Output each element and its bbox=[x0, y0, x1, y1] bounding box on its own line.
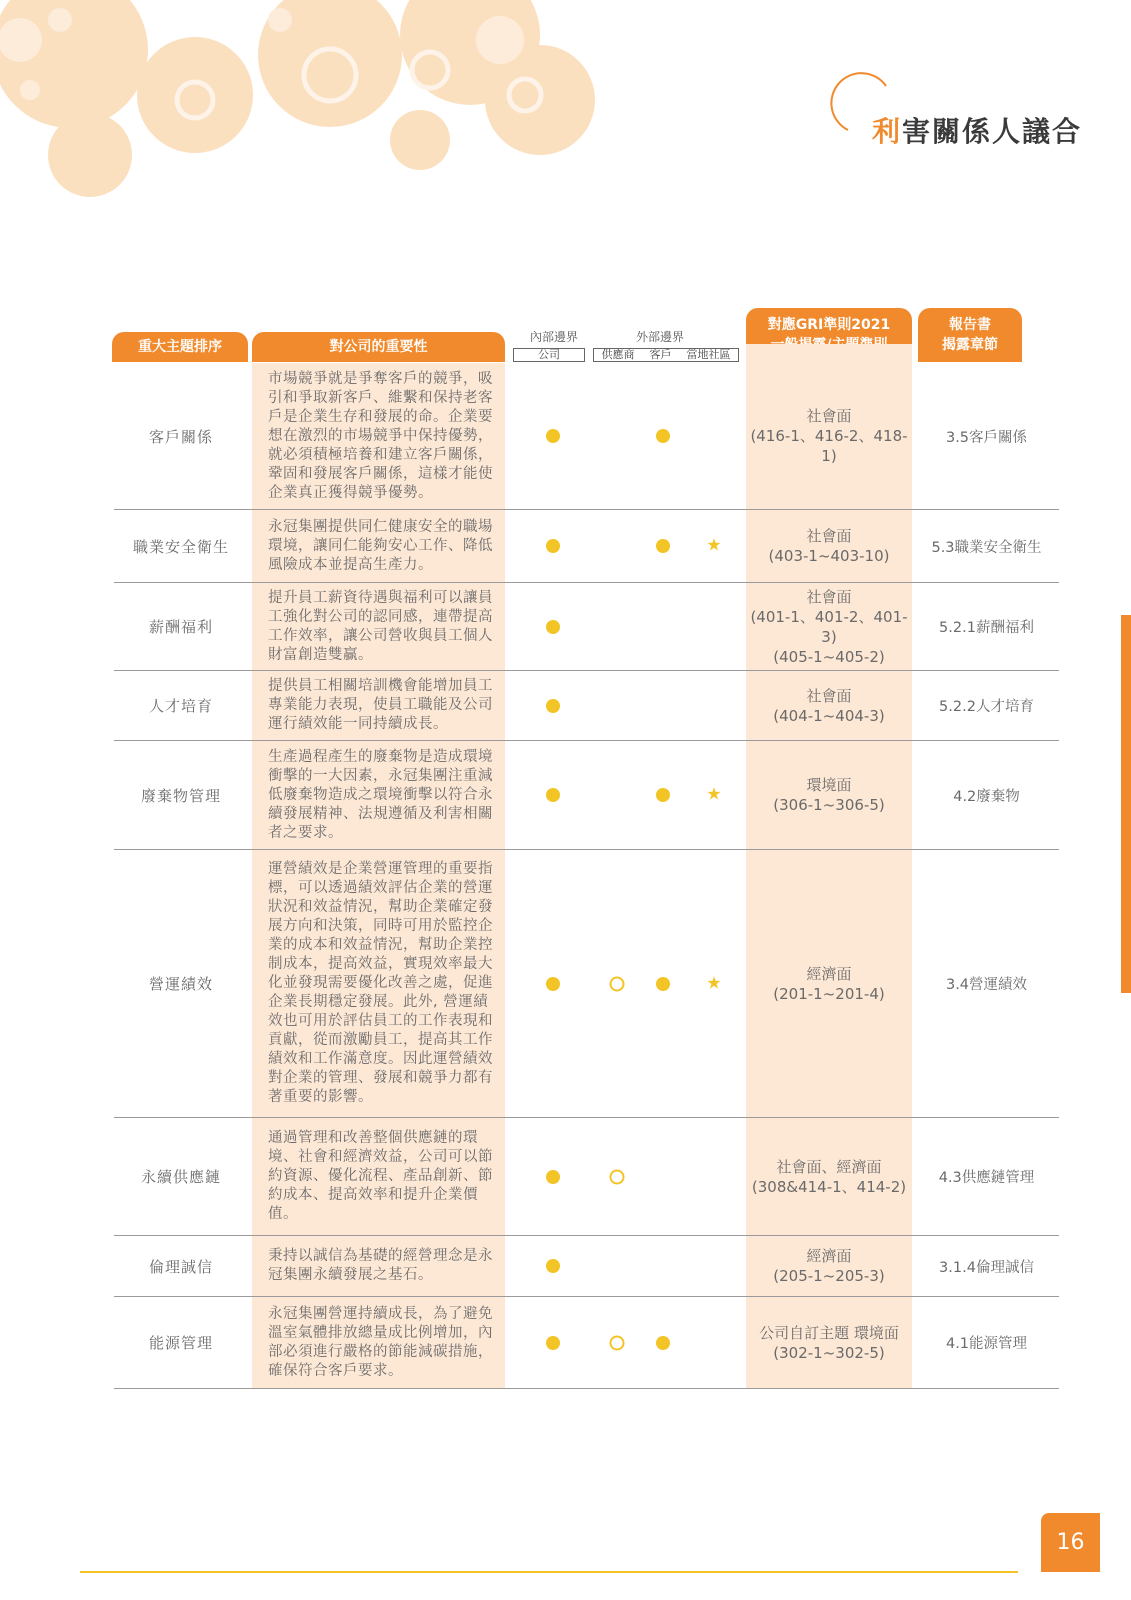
row-importance-text: 秉持以誠信為基礎的經營理念是永冠集團永續發展之基石。 bbox=[268, 1248, 493, 1283]
header-chapter bbox=[918, 308, 1022, 362]
header-gri-line1: 對應GRI準則2021 bbox=[767, 317, 891, 333]
row-gri-line1: 環境面 bbox=[806, 776, 852, 794]
row-gri-line1: 社會面、經濟面 bbox=[776, 1157, 882, 1176]
row-gri bbox=[746, 1297, 912, 1388]
row-importance-text: 提升員工薪資待遇與福利可以讓員工強化對公司的認同感，連帶提高工作效率，讓公司營收與員工個人財富創造雙贏。 bbox=[268, 589, 493, 663]
row-topic: 職業安全衛生 bbox=[132, 537, 229, 556]
row-gri-line1: 經濟面 bbox=[806, 1247, 852, 1265]
customer-filled-circle-marker bbox=[656, 1336, 670, 1350]
company-filled-circle-marker bbox=[546, 1336, 560, 1350]
internal-boundary-box bbox=[513, 348, 585, 362]
row-topic: 倫理誠信 bbox=[148, 1257, 213, 1276]
company-filled-circle-marker bbox=[546, 788, 560, 802]
row-gri-line1: 社會面 bbox=[806, 407, 852, 425]
table-row bbox=[114, 1236, 1059, 1297]
company-filled-circle-marker bbox=[546, 429, 560, 443]
row-chapter: 5.2.2人才培育 bbox=[939, 699, 1034, 715]
row-topic: 客戶關係 bbox=[148, 427, 213, 446]
table-row bbox=[114, 363, 1059, 510]
row-topic: 薪酬福利 bbox=[148, 618, 213, 636]
col-company: 公司 bbox=[538, 348, 560, 361]
row-gri-line2: (308&414-1、414-2) bbox=[751, 1177, 907, 1196]
row-chapter: 4.3供應鏈管理 bbox=[938, 1170, 1035, 1186]
header-chapter-line1: 報告書 bbox=[949, 317, 991, 333]
row-chapter: 3.4營運績效 bbox=[945, 977, 1028, 993]
community-star-marker: ★ bbox=[706, 784, 722, 805]
row-importance bbox=[268, 850, 502, 1117]
row-importance-text: 通過管理和改善整個供應鏈的環境、社會和經濟效益，公司可以節約資源、優化流程、產品創新、節約成本、提高效率和提升企業價值。 bbox=[268, 1130, 493, 1222]
company-filled-circle-marker bbox=[546, 977, 560, 991]
col-customer: 客戶 bbox=[649, 348, 672, 361]
row-gri bbox=[746, 363, 912, 509]
row-gri bbox=[746, 510, 912, 582]
table-row bbox=[114, 741, 1059, 850]
row-gri bbox=[746, 583, 912, 670]
row-topic: 營運績效 bbox=[148, 975, 213, 993]
row-gri-line3: (405-1~405-2) bbox=[773, 647, 885, 666]
col-community: 當地社區 bbox=[686, 348, 731, 361]
row-importance-text: 提供員工相關培訓機會能增加員工專業能力表現，使員工職能及公司運行績效能一同持續成長。 bbox=[268, 678, 493, 732]
table-row bbox=[114, 583, 1059, 671]
customer-filled-circle-marker bbox=[656, 977, 670, 991]
internal-boundary-label: 內部邊界 bbox=[529, 330, 578, 344]
row-topic: 永續供應鏈 bbox=[140, 1168, 221, 1186]
row-importance-text: 永冠集團提供同仁健康安全的職場環境，讓同仁能夠安心工作、降低風險成本並提高生產力。 bbox=[268, 518, 493, 573]
table-row bbox=[114, 1297, 1059, 1389]
row-importance-text: 生產過程產生的廢棄物是造成環境衝擊的一大因素，永冠集團注重減低廢棄物造成之環境衝擊以符合永續發展精神、法規遵循及利害相關者之要求。 bbox=[268, 748, 493, 841]
row-chapter: 5.2.1薪酬福利 bbox=[939, 620, 1034, 636]
customer-filled-circle-marker bbox=[656, 429, 670, 443]
footer-line bbox=[80, 1571, 1018, 1573]
page-number: 16 bbox=[1041, 1513, 1100, 1572]
row-gri-line1: 公司自訂主題 環境面 bbox=[759, 1323, 899, 1342]
external-boundary-label: 外部邊界 bbox=[635, 330, 684, 344]
row-gri-line2: (302-1~302-5) bbox=[773, 1343, 885, 1362]
header-topic: 重大主題排序 bbox=[112, 332, 248, 362]
row-gri bbox=[746, 850, 912, 1117]
row-gri-line1: 社會面 bbox=[806, 527, 852, 545]
row-importance bbox=[268, 741, 502, 849]
company-filled-circle-marker bbox=[546, 699, 560, 713]
customer-filled-circle-marker bbox=[656, 788, 670, 802]
external-boundary-box bbox=[593, 348, 739, 362]
row-gri-line2: (416-1、416-2、418-1) bbox=[750, 427, 908, 465]
row-gri bbox=[746, 1118, 912, 1235]
company-filled-circle-marker bbox=[546, 1259, 560, 1273]
row-gri-line2: (404-1~404-3) bbox=[773, 706, 885, 725]
row-gri bbox=[746, 1236, 912, 1296]
supplier-hollow-circle-marker bbox=[610, 976, 625, 991]
row-importance bbox=[268, 1236, 502, 1296]
row-chapter: 3.1.4倫理誠信 bbox=[939, 1259, 1034, 1276]
row-gri-line2: (201-1~201-4) bbox=[773, 984, 885, 1003]
gears-decoration bbox=[0, 0, 640, 200]
header-chapter-line2: 揭露章節 bbox=[942, 337, 998, 353]
row-importance bbox=[268, 510, 502, 582]
row-topic: 能源管理 bbox=[148, 1334, 213, 1352]
row-gri-line1: 社會面 bbox=[806, 587, 852, 606]
company-filled-circle-marker bbox=[546, 539, 560, 553]
row-gri-line2: (403-1~403-10) bbox=[768, 547, 890, 565]
table-row bbox=[114, 1118, 1059, 1236]
table-row bbox=[114, 671, 1059, 741]
row-importance-text: 運營績效是企業營運管理的重要指標，可以透過績效評估企業的營運狀況和效益情況，幫助企業確定發展方向和決策，同時可用於監控企業的成本和效益情況，幫助企業控制成本，提高效益，實現效率最大化並發現需要優化改善之處，促進企業長期穩定發展。此外, 營運績效也可用於評估員工的工作表現和貢獻，從而激勵員工，提高其工作績效和工作滿意度。因此運營績效對企業的管理、發展和競爭力都有著重要的影響。 bbox=[268, 861, 493, 1105]
row-gri-line1: 社會面 bbox=[806, 686, 852, 705]
row-chapter: 4.1能源管理 bbox=[945, 1336, 1028, 1352]
row-chapter: 4.2廢棄物 bbox=[953, 788, 1020, 805]
side-tab-marker bbox=[1121, 615, 1131, 993]
row-importance bbox=[268, 671, 502, 740]
row-gri bbox=[746, 741, 912, 849]
row-importance-text: 永冠集團營運持續成長，為了避免溫室氣體排放總量成比例增加，內部必須進行嚴格的節能減碳措施，確保符合客戶要求。 bbox=[268, 1305, 493, 1379]
row-importance-text: 市場競爭就是爭奪客戶的競爭，吸引和爭取新客戶、維繫和保持老客戶是企業生存和發展的命。企業要想在激烈的市場競爭中保持優勢，就必須積極培養和建立客戶關係，鞏固和發展客戶關係，這樣才能使企業真正獲得競爭優勢。 bbox=[268, 370, 493, 501]
company-filled-circle-marker bbox=[546, 620, 560, 634]
row-importance bbox=[268, 363, 502, 509]
company-filled-circle-marker bbox=[546, 1170, 560, 1184]
table-row bbox=[114, 510, 1059, 583]
row-gri-line2: (401-1、401-2、401-3) bbox=[750, 607, 908, 646]
page-title: 利害關係人議合 bbox=[872, 115, 1083, 148]
supplier-hollow-circle-marker bbox=[610, 1335, 625, 1350]
header-importance: 對公司的重要性 bbox=[252, 332, 505, 362]
row-importance bbox=[268, 1297, 502, 1388]
table-row bbox=[114, 850, 1059, 1118]
supplier-hollow-circle-marker bbox=[610, 1169, 625, 1184]
row-importance bbox=[268, 583, 502, 670]
community-star-marker: ★ bbox=[706, 973, 722, 993]
row-topic: 人才培育 bbox=[148, 697, 213, 715]
community-star-marker: ★ bbox=[706, 535, 722, 556]
row-importance bbox=[268, 1118, 502, 1235]
row-gri-line2: (306-1~306-5) bbox=[773, 796, 885, 814]
customer-filled-circle-marker bbox=[656, 539, 670, 553]
row-topic: 廢棄物管理 bbox=[140, 786, 221, 805]
row-gri bbox=[746, 671, 912, 740]
row-chapter: 5.3職業安全衛生 bbox=[931, 539, 1042, 556]
row-gri-line1: 經濟面 bbox=[806, 964, 852, 983]
row-gri-line2: (205-1~205-3) bbox=[773, 1267, 885, 1285]
col-supplier: 供應商 bbox=[601, 348, 635, 361]
row-chapter: 3.5客戶關係 bbox=[945, 429, 1028, 446]
